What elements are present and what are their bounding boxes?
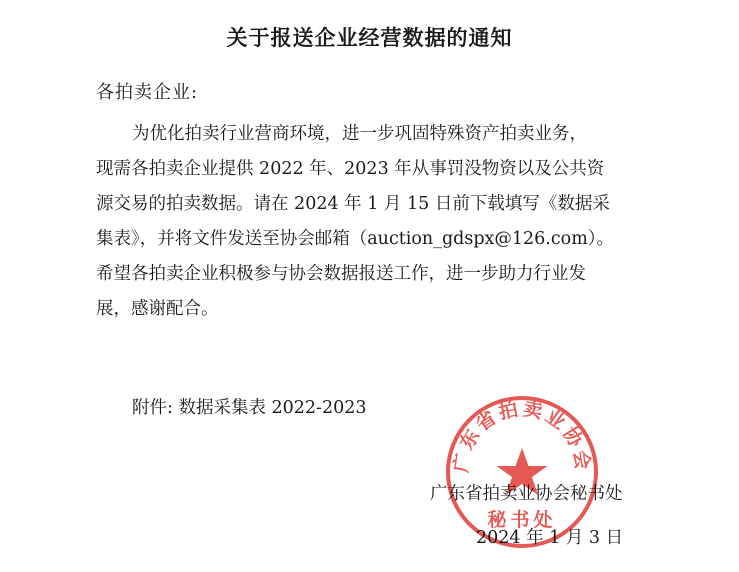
- body-line: 展，感谢配合。: [96, 299, 219, 319]
- svg-text:广东省拍卖业协会: 广东省拍卖业协会: [450, 397, 594, 474]
- svg-text:秘书处: 秘书处: [487, 509, 557, 531]
- attachment-note: 附件: 数据采集表 2022-2023: [132, 398, 367, 418]
- signature: 广东省拍卖业协会秘书处: [430, 484, 623, 504]
- body-line: 希望各拍卖企业积极参与协会数据报送工作，进一步助力行业发: [96, 264, 586, 284]
- body-line: 现需各拍卖企业提供 2022 年、2023 年从事罚没物资以及公共资: [96, 159, 605, 179]
- salutation: 各拍卖企业:: [96, 82, 199, 103]
- document-title: 关于报送企业经营数据的通知: [226, 25, 513, 50]
- body-line: 为优化拍卖行业营商环境，进一步巩固特殊资产拍卖业务，: [132, 124, 587, 144]
- body-line: 源交易的拍卖数据。请在 2024 年 1 月 15 日前下载填写《数据采: [96, 194, 610, 214]
- official-seal-icon: [442, 392, 602, 552]
- body-line: 集表》，并将文件发送至协会邮箱（auction_gdspx@126.com）。: [96, 229, 615, 249]
- notice-body: [96, 117, 671, 327]
- issue-date: 2024 年 1 月 3 日: [476, 528, 624, 548]
